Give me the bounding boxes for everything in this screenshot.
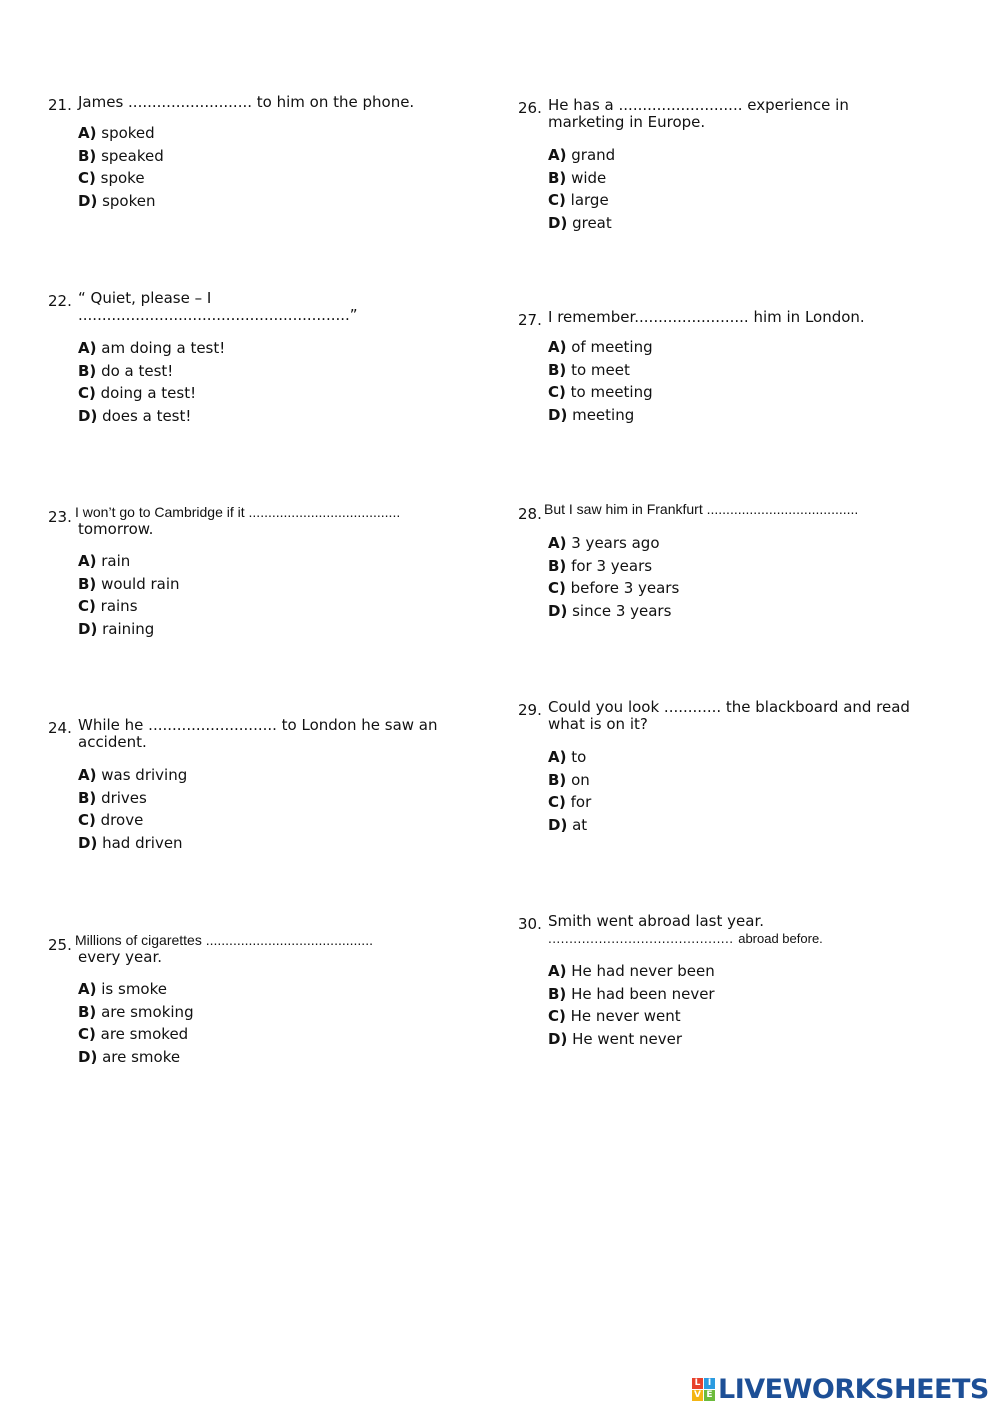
option-b[interactable]: B) on <box>548 770 590 789</box>
option-b[interactable]: B) to meet <box>548 360 630 379</box>
option-c[interactable]: C) large <box>548 191 609 210</box>
option-b[interactable]: B) do a test! <box>78 361 174 380</box>
option-a[interactable]: A) rain <box>78 552 131 570</box>
option-a[interactable]: A) grand <box>548 146 616 164</box>
option-b[interactable]: B) are smoking <box>78 1002 194 1021</box>
option-a[interactable]: A) spoked <box>78 124 155 142</box>
option-d[interactable]: D) great <box>548 214 612 233</box>
option-a[interactable]: A) is smoke <box>78 980 167 998</box>
option-d[interactable]: D) raining <box>78 620 155 639</box>
option-d[interactable]: D) He went never <box>548 1030 683 1049</box>
question-text: James .......................... to him on the phone. <box>78 93 415 111</box>
option-c[interactable]: C) for <box>548 793 592 812</box>
option-b[interactable]: B) drives <box>78 788 147 807</box>
logo-letter-l: L <box>692 1378 703 1389</box>
option-d[interactable]: D) meeting <box>548 406 635 425</box>
question-number: 25. <box>48 936 72 954</box>
question-number: 23. <box>48 508 72 526</box>
logo-letter-e: E <box>704 1390 715 1401</box>
option-list <box>78 550 180 641</box>
option-list <box>548 532 679 623</box>
option-list <box>548 144 615 235</box>
option-b[interactable]: B) wide <box>548 168 607 187</box>
logo-text: LIVEWORKSHEETS <box>718 1373 989 1405</box>
option-d[interactable]: D) had driven <box>78 834 183 853</box>
question-text: I remember........................ him in London. <box>548 308 865 326</box>
question-text: Smith went abroad last year. ............................................ abroad before. <box>548 912 823 946</box>
option-a[interactable]: A) of meeting <box>548 338 653 356</box>
question-number: 22. <box>48 292 72 310</box>
question-number: 21. <box>48 96 72 114</box>
option-a[interactable]: A) was driving <box>78 766 188 784</box>
question-text: Could you look ............ the blackboard and read what is on it? <box>548 698 910 733</box>
question-text: While he ........................... to London he saw an accident. <box>78 716 438 751</box>
option-a[interactable]: A) 3 years ago <box>548 534 660 552</box>
question-number: 28. <box>518 505 542 523</box>
option-list <box>548 960 715 1051</box>
option-b[interactable]: B) He had been never <box>548 984 715 1003</box>
option-c[interactable]: C) before 3 years <box>548 579 680 598</box>
logo-letter-v: V <box>692 1390 703 1401</box>
option-d[interactable]: D) are smoke <box>78 1048 181 1067</box>
option-c[interactable]: C) doing a test! <box>78 384 197 403</box>
question-text: But I saw him in Frankfurt ....................................... <box>544 501 859 517</box>
option-list <box>548 746 591 837</box>
question-text: He has a .......................... experience in marketing in Europe. <box>548 96 849 131</box>
option-list <box>78 337 225 428</box>
option-b[interactable]: B) would rain <box>78 574 180 593</box>
option-c[interactable]: C) He never went <box>548 1007 681 1026</box>
question-number: 26. <box>518 99 542 117</box>
question-text: “ Quiet, please – I .........................................................” <box>78 289 358 324</box>
option-c[interactable]: C) are smoked <box>78 1025 189 1044</box>
option-d[interactable]: D) at <box>548 816 588 835</box>
logo-letter-i: I <box>704 1378 715 1389</box>
question-number: 30. <box>518 915 542 933</box>
option-list <box>78 764 187 855</box>
option-list <box>548 336 653 427</box>
option-a[interactable]: A) am doing a test! <box>78 339 226 357</box>
option-c[interactable]: C) rains <box>78 597 138 616</box>
question-number: 24. <box>48 719 72 737</box>
question-number: 27. <box>518 311 542 329</box>
option-d[interactable]: D) does a test! <box>78 407 192 426</box>
option-b[interactable]: B) for 3 years <box>548 556 653 575</box>
option-a[interactable]: A) He had never been <box>548 962 715 980</box>
option-list <box>78 978 194 1069</box>
option-b[interactable]: B) speaked <box>78 146 164 165</box>
option-c[interactable]: C) spoke <box>78 169 145 188</box>
option-d[interactable]: D) spoken <box>78 192 156 211</box>
question-number: 29. <box>518 701 542 719</box>
question-text: Millions of cigarettes ........................................... every year. <box>75 932 373 966</box>
question-text: I won’t go to Cambridge if it ....................................... tomorrow. <box>75 504 401 538</box>
option-c[interactable]: C) to meeting <box>548 383 653 402</box>
logo-grid-icon <box>692 1378 715 1401</box>
option-list <box>78 122 164 213</box>
option-d[interactable]: D) since 3 years <box>548 602 672 621</box>
liveworksheets-logo[interactable] <box>692 1372 989 1406</box>
option-a[interactable]: A) to <box>548 748 587 766</box>
option-c[interactable]: C) drove <box>78 811 144 830</box>
